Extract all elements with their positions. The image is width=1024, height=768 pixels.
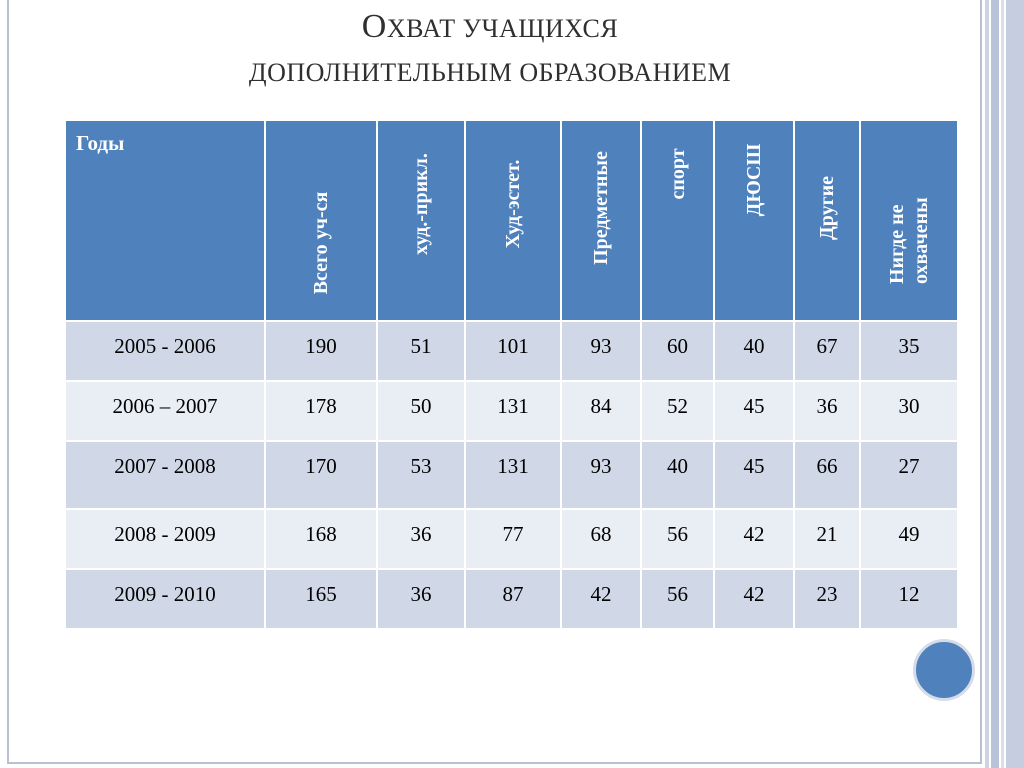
table-cell: 42 xyxy=(714,569,794,629)
title-line-1-text: ХВАТ УЧАЩИХСЯ xyxy=(386,14,619,43)
decor-stripe xyxy=(1006,0,1024,768)
coverage-table xyxy=(64,119,959,630)
table-cell: 190 xyxy=(265,321,377,381)
year-cell: 2008 - 2009 xyxy=(65,509,265,569)
header-sports-school: ДЮСШ xyxy=(714,120,794,321)
table-cell: 178 xyxy=(265,381,377,441)
table-cell: 60 xyxy=(641,321,714,381)
decor-stripe xyxy=(991,0,999,768)
table-cell: 50 xyxy=(377,381,465,441)
table-cell: 23 xyxy=(794,569,860,629)
table-cell: 56 xyxy=(641,509,714,569)
table-cell: 45 xyxy=(714,381,794,441)
decor-stripe xyxy=(1001,0,1004,768)
table-row xyxy=(65,381,958,441)
table-cell: 168 xyxy=(265,509,377,569)
table-cell: 68 xyxy=(561,509,641,569)
table-cell: 165 xyxy=(265,569,377,629)
table-cell: 40 xyxy=(714,321,794,381)
table-cell: 21 xyxy=(794,509,860,569)
header-years: Годы xyxy=(65,120,265,321)
table-cell: 36 xyxy=(377,569,465,629)
year-cell: 2007 - 2008 xyxy=(65,441,265,509)
table-cell: 51 xyxy=(377,321,465,381)
table-cell: 170 xyxy=(265,441,377,509)
table-row xyxy=(65,509,958,569)
table-cell: 30 xyxy=(860,381,958,441)
decor-circle xyxy=(913,639,975,701)
table-cell: 56 xyxy=(641,569,714,629)
table-row xyxy=(65,569,958,629)
year-cell: 2005 - 2006 xyxy=(65,321,265,381)
table-cell: 93 xyxy=(561,321,641,381)
table-cell: 35 xyxy=(860,321,958,381)
header-applied-art: худ.-прикл. xyxy=(377,120,465,321)
title-initial: О xyxy=(361,8,387,45)
table-cell: 67 xyxy=(794,321,860,381)
table-cell: 77 xyxy=(465,509,561,569)
table-cell: 36 xyxy=(794,381,860,441)
header-other: Другие xyxy=(794,120,860,321)
table-row xyxy=(65,321,958,381)
slide-title xyxy=(40,5,940,95)
table-cell: 87 xyxy=(465,569,561,629)
year-cell: 2006 – 2007 xyxy=(65,381,265,441)
table-cell: 101 xyxy=(465,321,561,381)
title-line-1 xyxy=(40,5,940,51)
header-aesthetic: Худ-эстет. xyxy=(465,120,561,321)
table-cell: 53 xyxy=(377,441,465,509)
header-sport: спорт xyxy=(641,120,714,321)
table-cell: 12 xyxy=(860,569,958,629)
table-cell: 93 xyxy=(561,441,641,509)
table-cell: 131 xyxy=(465,441,561,509)
table-cell: 49 xyxy=(860,509,958,569)
table-cell: 27 xyxy=(860,441,958,509)
table-cell: 52 xyxy=(641,381,714,441)
table-cell: 42 xyxy=(561,569,641,629)
table-row xyxy=(65,441,958,509)
table-header-row xyxy=(65,120,958,321)
decor-stripe xyxy=(985,0,989,768)
table-cell: 45 xyxy=(714,441,794,509)
title-line-2: ДОПОЛНИТЕЛЬНЫМ ОБРАЗОВАНИЕМ xyxy=(248,58,732,87)
header-not-covered: Нигде не охвачены xyxy=(860,120,958,321)
table-cell: 131 xyxy=(465,381,561,441)
header-subject: Предметные xyxy=(561,120,641,321)
table-cell: 66 xyxy=(794,441,860,509)
table-cell: 40 xyxy=(641,441,714,509)
table-cell: 84 xyxy=(561,381,641,441)
table-cell: 42 xyxy=(714,509,794,569)
year-cell: 2009 - 2010 xyxy=(65,569,265,629)
table-cell: 36 xyxy=(377,509,465,569)
header-total: Всего уч-ся xyxy=(265,120,377,321)
